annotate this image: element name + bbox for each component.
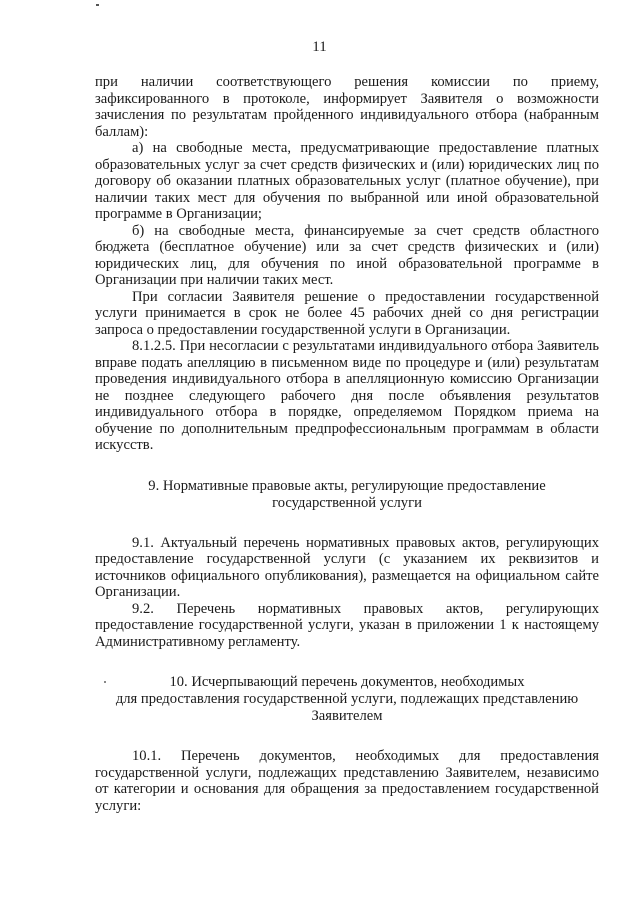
paragraph-consent: При согласии Заявителя решение о предоставлении государственной услуги принимается в срок не более 45 рабочих дней со дня регистрации запроса о предоставлении государственной услуги в Организации. bbox=[95, 288, 599, 338]
body-text bbox=[95, 74, 599, 814]
paragraph-continuation: при наличии соответствующего решения комиссии по приему, зафиксированного в протоколе, информирует Заявителя о возможности зачисления по результатам пройденного индивидуального отбора (набранным баллам): bbox=[95, 74, 599, 140]
paragraph-9-2: 9.2. Перечень нормативных правовых актов, регулирующих предоставление государственной услуги, указан в приложении 1 к настоящему Административному регламенту. bbox=[95, 600, 599, 650]
paragraph-item-a: а) на свободные места, предусматривающие предоставление платных образовательных услуг за счет средств физических и (или) юридических лиц по договору об оказании платных образовательных услуг (платное обучение), при наличии таких мест для обучения по выбранной или иной образовательной программе в Организации; bbox=[95, 140, 599, 222]
section-10-heading-line3: Заявителем bbox=[311, 708, 383, 724]
paragraph-10-1: 10.1. Перечень документов, необходимых для предоставления государственной услуги, подлежащих представлению Заявителем, независимо от категории и основания для обращения за предоставлением государственной услуги: bbox=[95, 748, 599, 814]
paragraph-9-1: 9.1. Актуальный перечень нормативных правовых актов, регулирующих предоставление государственной услуги (с указанием их реквизитов и источников официального опубликования), размещается на официальном сайте Организации. bbox=[95, 534, 599, 600]
page-number: 11 bbox=[312, 39, 327, 55]
scan-mark bbox=[96, 4, 99, 6]
section-10-heading-line1: 10. Исчерпывающий перечень документов, необходимых bbox=[169, 674, 525, 690]
section-10-heading-line2: для предоставления государственной услуги, подлежащих представлению bbox=[115, 691, 579, 707]
section-9-heading-line2: государственной услуги bbox=[272, 494, 422, 511]
section-9-heading-line1: 9. Нормативные правовые акты, регулирующие предоставление bbox=[148, 477, 546, 494]
section-9-heading bbox=[95, 478, 599, 512]
section-10-heading bbox=[95, 674, 599, 725]
paragraph-8-1-2-5: 8.1.2.5. При несогласии с результатами индивидуального отбора Заявитель вправе подать апелляцию в письменном виде по процедуре и (или) результатам проведения индивидуального отбора в апелляционную комиссию Организации не позднее следующего рабочего дня после объявления результатов индивидуального отбора в порядке, определяемом Порядком приема на обучение по дополнительным предпрофессиональным программам в области искусств. bbox=[95, 338, 599, 453]
paragraph-item-b: б) на свободные места, финансируемые за счет средств областного бюджета (бесплатное обучение) или за счет средств физических и (или) юридических лиц, для обучения по иной образовательной программе в Организации при наличии таких мест. bbox=[95, 222, 599, 288]
